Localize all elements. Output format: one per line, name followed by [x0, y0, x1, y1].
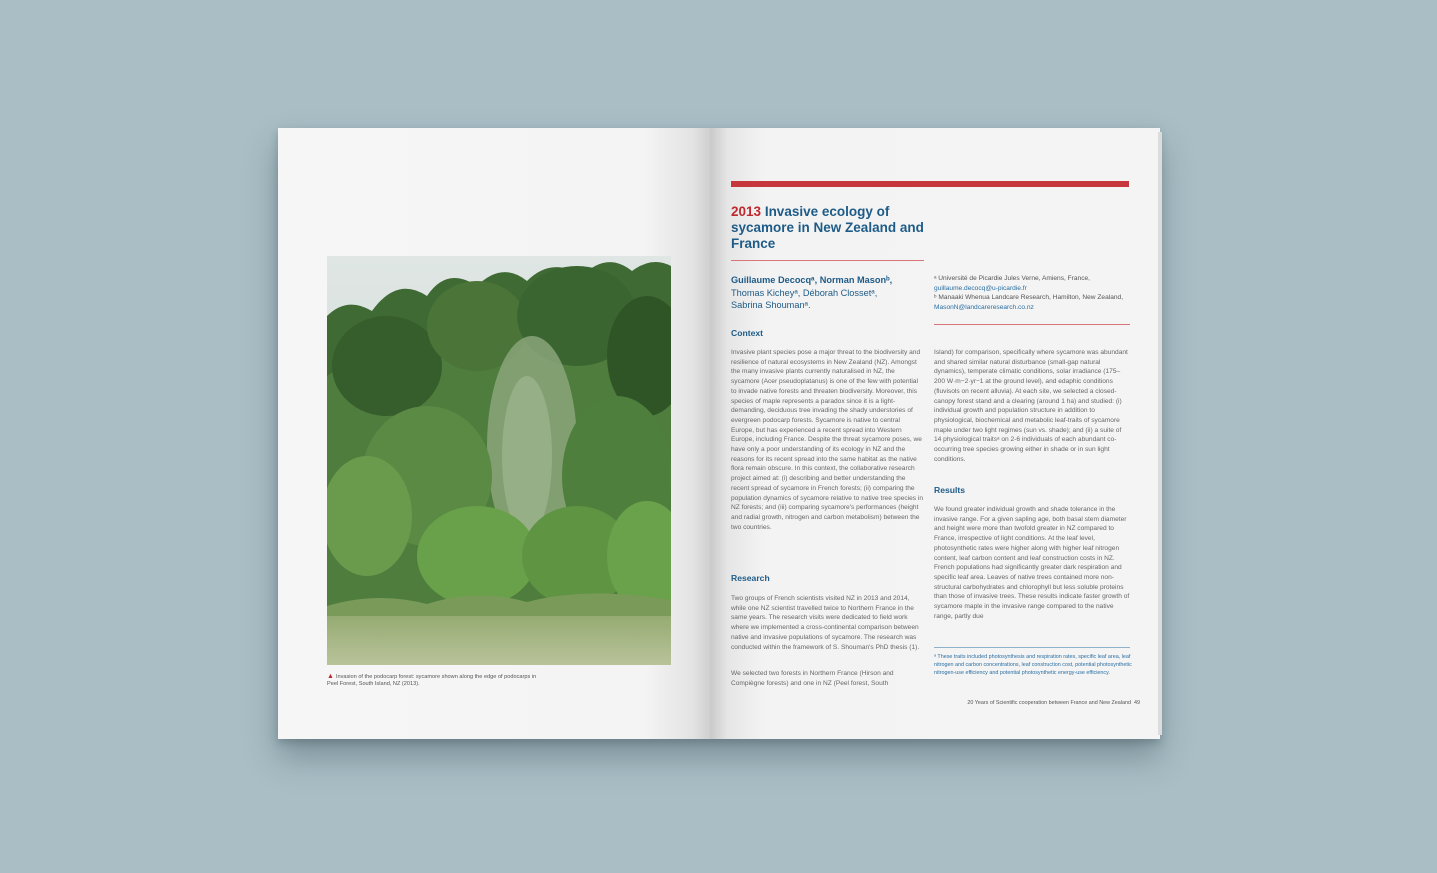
- page-edge: [1158, 132, 1162, 735]
- research-heading: Research: [731, 573, 770, 583]
- page-number: 49: [1134, 700, 1140, 706]
- authors: Guillaume Decocqᵃ, Norman Masonᵇ, Thomas Kicheyᵃ, Déborah Clossetᵃ, Sabrina Shoumanᵃ.: [731, 275, 893, 310]
- page-footer: 20 Years of Scientific cooperation between France and New Zealand 49: [967, 700, 1140, 706]
- context-heading: Context: [731, 328, 763, 338]
- title-divider: [731, 260, 924, 261]
- email-link-b[interactable]: MasonN@landcareresearch.co.nz: [934, 303, 1034, 311]
- research-text-1: Two groups of French scientists visited NZ in 2013 and 2014, while one NZ scientist travelled twice to Northern France in the same years. The research visits were dedicated to field work where we implemented a cross-continental comparison between native and invasive populations of sycamore. The research was conducted within the framework of S. Shouman's PhD thesis (1).: [731, 595, 920, 651]
- affil-divider: [934, 324, 1130, 325]
- footnote-divider: [934, 647, 1130, 648]
- research-text-2: We selected two forests in Northern France (Hirson and Compiègne forests) and one in NZ (Peel forest, South: [731, 670, 894, 687]
- caption-triangle-icon: ▲: [327, 673, 334, 680]
- left-page: [278, 128, 710, 739]
- footnote: ᵃ These traits included photosynthesis and respiration rates, specific leaf area, leaf nitrogen and carbon concentrations, leaf construction cost, potential photosynthetic nitrogen-use efficiency and potential photosynthetic energy-use efficiency.: [934, 654, 1132, 676]
- open-magazine: [278, 128, 1160, 739]
- context-text: Invasive plant species pose a major threat to the biodiversity and resilience of natural ecosystems in New Zealand (NZ). Amongst the many invasive plants currently naturalised in NZ, the sycamore (Acer pseudoplatanus) is one of the few with potential to invade native forests and threaten biodiversity. Moreover, this species of maple represents a paradox since it is a light-demanding, deciduous tree invading the shady understories of evergreen podocarp forests. Sycamore is native to central Europe, but has experienced a recent spread into Western Europe, including France. Despite the threat sycamore poses, we have only a poor understanding of its ecology in NZ and the reasons for its recent spread into the same habitat as the native flora remain obscure. In this context, the collaborative research project aimed at: (i) describing and better understanding the recent spread of sycamore in French forests; (ii) comparing the population dynamics of sycamore relative to native tree species in NZ forests; and (iii) comparing sycamore's performances (height and radial growth, nitrogen and carbon metabolism) between the two countries.: [731, 349, 924, 531]
- forest-photo: [327, 256, 671, 665]
- header-rule: [731, 181, 1129, 187]
- photo-caption: ▲ Invasion of the podocarp forest: sycamore shown along the edge of podocarps in Peel Forest, South Island, NZ (2013).: [327, 673, 537, 687]
- article-title: 2013 Invasive ecology of sycamore in New Zealand and France: [731, 204, 924, 251]
- affiliations: ᵃ Université de Picardie Jules Verne, Amiens, France, guillaume.decocq@u-picardie.fr ᵇ Manaaki Whenua Landcare Research, Hamilton, New Zealand, MasonN@landcareresearch.co.nz: [934, 274, 1130, 312]
- results-heading: Results: [934, 485, 966, 495]
- results-text: We found greater individual growth and shade tolerance in the invasive range. For a given sapling age, both basal stem diameter and height were more than twofold greater in NZ compared to France, irrespective of light conditions. At the leaf level, photosynthetic rates were higher along with higher leaf nitrogen content, leaf carbon content and leaf construction costs in NZ. French populations had significantly greater dark respiration and specific leaf area. Leaves of native trees contained more non-structural carbohydrates and chlorophyll but less soluble proteins than those of invasive trees. These results indicate faster growth of sycamore maple in the invasive range compared to the native range, partly due: [934, 506, 1130, 620]
- right-page: [710, 128, 1160, 739]
- email-link-a[interactable]: guillaume.decocq@u-picardie.fr: [934, 284, 1027, 292]
- column2-text: Island) for comparison, specifically where sycamore was abundant and shared similar natural disturbance (small-gap natural dynamics), temperate climatic conditions, solar irradiance (175–200 W·m−2·yr−1 at the ground level), and edaphic conditions (fluvisols on recent alluvia). At each site, we selected a closed-canopy forest stand and a clearing (around 1 ha) and studied: (i) individual growth and population structure in addition to physiological, biochemical and metabolic leaf-traits of sycamore maple under two light regimes (sun vs. shade); and (ii) a suite of 14 physiological traitsᵃ on 2-6 individuals of each abundant co-occurring tree species growing either in shade or in sun light conditions.: [934, 349, 1128, 463]
